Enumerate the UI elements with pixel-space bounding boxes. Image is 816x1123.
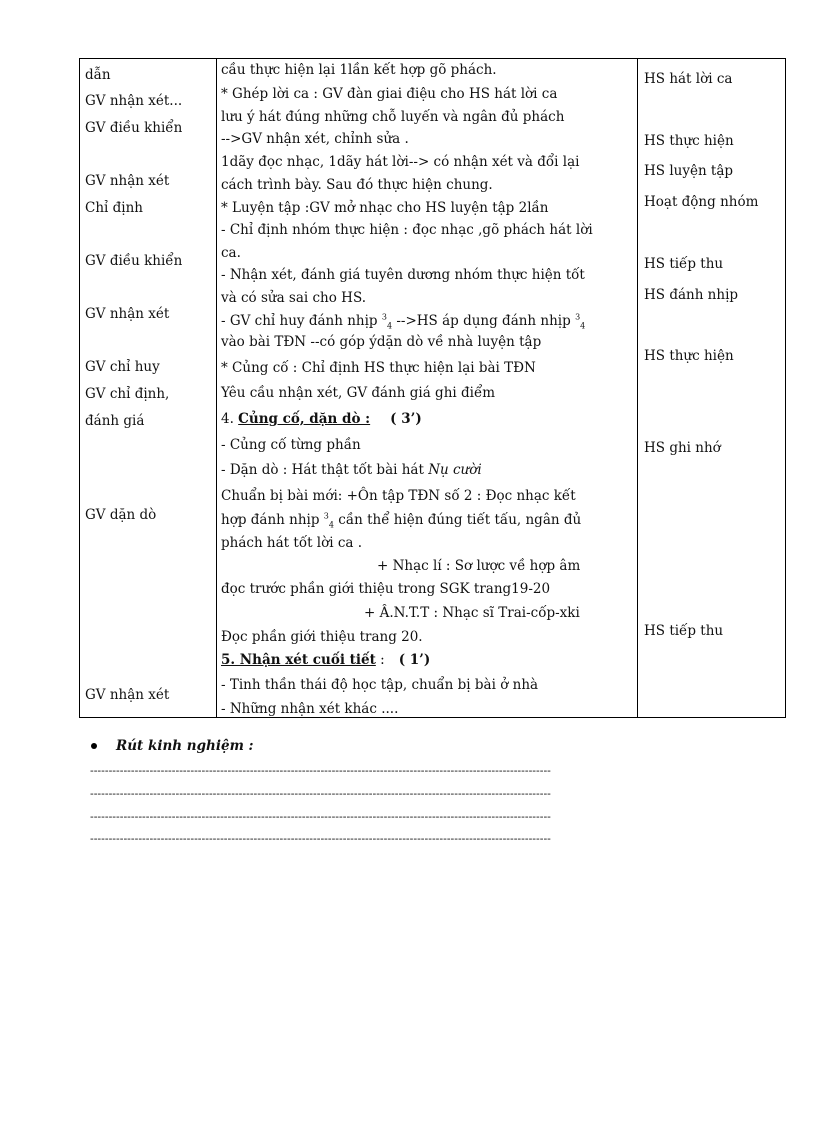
section-4-time: ( 3’) [390, 411, 422, 427]
teacher-activity: GV chỉ huy [85, 359, 160, 375]
content-line: * Ghép lời ca : GV đàn giai điệu cho HS hát lời ca [221, 86, 558, 102]
content-line: hợp đánh nhịp $^3_4$ cần thể hiện đúng tiết tấu, ngân đủ [221, 511, 582, 530]
section-4-title: Củng cố, dặn dò : [238, 411, 371, 427]
section-5-time: ( 1’) [398, 652, 431, 668]
content-line: - Tinh thần thái độ học tập, chuẩn bị bài ở nhà [221, 677, 539, 693]
conduct-text: - GV chỉ huy đánh nhịp [221, 313, 382, 329]
teacher-activity: GV nhận xét [85, 687, 170, 703]
content-line: + Â.N.T.T : Nhạc sĩ Trai-cốp-xki [364, 605, 580, 621]
teacher-activity: Chỉ định [85, 200, 143, 216]
meter-bottom: 4 [580, 321, 586, 331]
student-activity: HS thực hiện [644, 348, 734, 364]
content-line: Đọc phần giới thiệu trang 20. [221, 629, 423, 645]
teacher-activity: GV chỉ định, [85, 386, 170, 402]
student-activity: HS hát lời ca [644, 71, 733, 87]
content-line: cầu thực hiện lại 1lần kết hợp gõ phách. [221, 62, 497, 78]
content-line: vào bài TĐN --có góp ýdặn dò về nhà luyện tập [221, 334, 542, 350]
content-line: ca. [221, 245, 241, 261]
content-line: - Nhận xét, đánh giá tuyên dương nhóm thực hiện tốt [221, 267, 585, 283]
teacher-activity: GV điều khiển [85, 253, 183, 269]
lessons-learned-title: Rút kinh nghiệm : [116, 738, 254, 754]
dashed-line: ---------------------------------------------------------------------------------------------------------------------------- [90, 764, 551, 777]
teacher-activity: GV nhận xét... [85, 93, 183, 109]
content-line: + Nhạc lí : Sơ lược về hợp âm [377, 558, 581, 574]
teacher-activity: đánh giá [85, 413, 145, 429]
content-line: Chuẩn bị bài mới: +Ôn tập TĐN số 2 : Đọc nhạc kết [221, 488, 576, 504]
meter-top: 3 [323, 511, 329, 521]
content-line [221, 312, 585, 330]
dashed-line: ---------------------------------------------------------------------------------------------------------------------------- [90, 810, 551, 823]
section-5-heading: 5. Nhận xét cuối tiết : ( 1’) [221, 652, 431, 668]
student-activity: HS thực hiện [644, 133, 734, 149]
student-activity: HS ghi nhớ [644, 440, 721, 456]
dashed-line: ---------------------------------------------------------------------------------------------------------------------------- [90, 787, 551, 800]
student-activity: HS tiếp thu [644, 256, 724, 272]
student-activity: HS luyện tập [644, 163, 734, 179]
column-divider-2 [637, 59, 638, 717]
meter-top: 3 [381, 312, 387, 322]
meter-bottom: 4 [386, 321, 393, 331]
song-title: Nụ cười [428, 462, 482, 478]
section-4-heading: 4. Củng cố, dặn dò : ( 3’) [221, 411, 422, 427]
bullet-icon [91, 743, 97, 749]
content-line: đọc trước phần giới thiệu trong SGK trang19-20 [221, 581, 551, 597]
content-line: * Luyện tập :GV mở nhạc cho HS luyện tập 2lần [221, 200, 549, 216]
student-activity: HS đánh nhịp [644, 287, 739, 303]
apply-text: -->HS áp dụng đánh nhịp [392, 313, 576, 329]
teacher-activity: GV điều khiển [85, 120, 183, 136]
content-line: - Những nhận xét khác .... [221, 701, 399, 717]
section-5-title: 5. Nhận xét cuối tiết [221, 652, 376, 668]
content-line: -->GV nhận xét, chỉnh sửa . [221, 131, 409, 147]
content-line: lưu ý hát đúng những chỗ luyến và ngân đủ phách [221, 109, 565, 125]
dashed-line: ---------------------------------------------------------------------------------------------------------------------------- [90, 832, 551, 845]
meter-top: 3 [575, 312, 581, 322]
student-activity: Hoạt động nhóm [644, 194, 759, 210]
meter-bottom: 4 [328, 520, 334, 530]
content-line: phách hát tốt lời ca . [221, 535, 363, 551]
teacher-activity: GV dặn dò [85, 507, 157, 523]
content-line: cách trình bày. Sau đó thực hiện chung. [221, 177, 493, 193]
column-divider-1 [216, 59, 217, 717]
teacher-activity: GV nhận xét [85, 306, 170, 322]
content-line: và có sửa sai cho HS. [221, 290, 366, 306]
teacher-activity: GV nhận xét [85, 173, 170, 189]
content-line: 1dãy đọc nhạc, 1dãy hát lời--> có nhận xét và đổi lại [221, 154, 580, 170]
student-activity: HS tiếp thu [644, 623, 724, 639]
teacher-activity: dẫn [85, 67, 111, 83]
content-line: - Chỉ định nhóm thực hiện : đọc nhạc ,gõ phách hát lời [221, 222, 593, 238]
content-line: - Củng cố từng phần [221, 437, 361, 453]
content-line: Yêu cầu nhận xét, GV đánh giá ghi điểm [221, 385, 496, 401]
content-line: * Củng cố : Chỉ định HS thực hiện lại bài TĐN [221, 360, 536, 376]
content-line: - Dặn dò : Hát thật tốt bài hát Nụ cười [221, 462, 482, 478]
